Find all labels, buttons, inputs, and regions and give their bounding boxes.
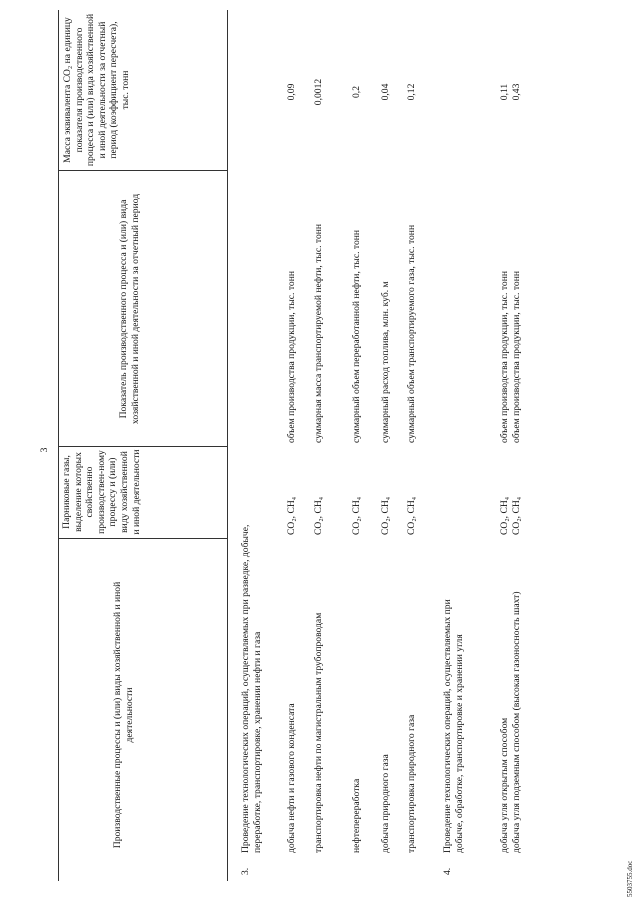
row-coefficient: 0,0012 bbox=[313, 78, 324, 106]
column-divider-3 bbox=[58, 170, 228, 171]
row-coefficient: 0,11 bbox=[499, 83, 510, 101]
section-4-title: Проведение технологических операций, осуществляемых при добыче, обработке, транспортировке и хранении угля bbox=[442, 599, 465, 853]
row-coefficient: 0,04 bbox=[380, 83, 391, 101]
row-gases: CO₂, CH₄ bbox=[499, 496, 510, 535]
section-4-number: 4. bbox=[442, 867, 453, 875]
row-coefficient: 0,12 bbox=[406, 83, 417, 101]
header-indicator: Показатель производственного процесса и (или) вида хозяйственной и иной деятельности за отчетный период bbox=[118, 193, 141, 425]
header-coefficient: Масса эквивалента CO₂ на единицу показателя производственного процесса и (или) вида хозяйственной и иной деятельности за отчетный период (коэффициент пересчета), тыс. тонн bbox=[62, 13, 131, 167]
row-gases: CO₂, CH₄ bbox=[406, 496, 417, 535]
row-coefficient: 0,2 bbox=[351, 86, 362, 98]
row-coefficient: 0,09 bbox=[286, 83, 297, 101]
footer-doc-code: 5503755.doc bbox=[626, 860, 634, 897]
row-activity: добыча угля открытым способом bbox=[499, 717, 510, 853]
row-indicator: суммарная масса транспортируемой нефти, тыс. тонн bbox=[313, 223, 324, 443]
header-activities: Производственные процессы и (или) виды хозяйственной и иной деятельности bbox=[112, 581, 135, 849]
page-number: 3 bbox=[39, 447, 50, 453]
header-gases: Парниковые газы, выделение которых свойственно производствен-ному процессу и (или) виду хозяйственной и иной деятельности bbox=[61, 449, 142, 535]
row-coefficient: 0,43 bbox=[511, 83, 522, 101]
row-activity: транспортировка природного газа bbox=[406, 714, 417, 853]
row-activity: нефтепереработка bbox=[351, 778, 362, 853]
section-3-title: Проведение технологических операций, осуществляемых при разведке, добыче, переработке, транспортировке, хранении нефти и газа bbox=[240, 524, 263, 853]
row-indicator: суммарный объем транспортируемого газа, тыс. тонн bbox=[406, 224, 417, 443]
row-gases: CO₂, CH₄ bbox=[511, 496, 522, 535]
row-indicator: объем производства продукции, тыс. тонн bbox=[286, 271, 297, 443]
row-indicator: суммарный расход топлива, млн. куб. м bbox=[380, 281, 391, 443]
row-indicator: объем производства продукции, тыс. тонн bbox=[511, 271, 522, 443]
row-gases: CO₂, CH₄ bbox=[351, 496, 362, 535]
column-divider-1 bbox=[58, 538, 228, 539]
column-divider-2 bbox=[58, 446, 228, 447]
row-activity: добыча нефти и газового конденсата bbox=[286, 703, 297, 853]
row-gases: CO₂, CH₄ bbox=[286, 496, 297, 535]
row-gases: CO₂, CH₄ bbox=[380, 496, 391, 535]
row-activity: добыча угля подземным способом (высокая газоносность шахт) bbox=[511, 591, 522, 853]
section-3-number: 3. bbox=[240, 867, 251, 875]
row-gases: CO₂, CH₄ bbox=[313, 496, 324, 535]
row-indicator: объем производства продукции, тыс. тонн bbox=[499, 271, 510, 443]
row-activity: добыча природного газа bbox=[380, 754, 391, 853]
row-activity: транспортировка нефти по магистральным трубопроводам bbox=[313, 612, 324, 853]
row-indicator: суммарный объем переработанной нефти, тыс. тонн bbox=[351, 229, 362, 443]
